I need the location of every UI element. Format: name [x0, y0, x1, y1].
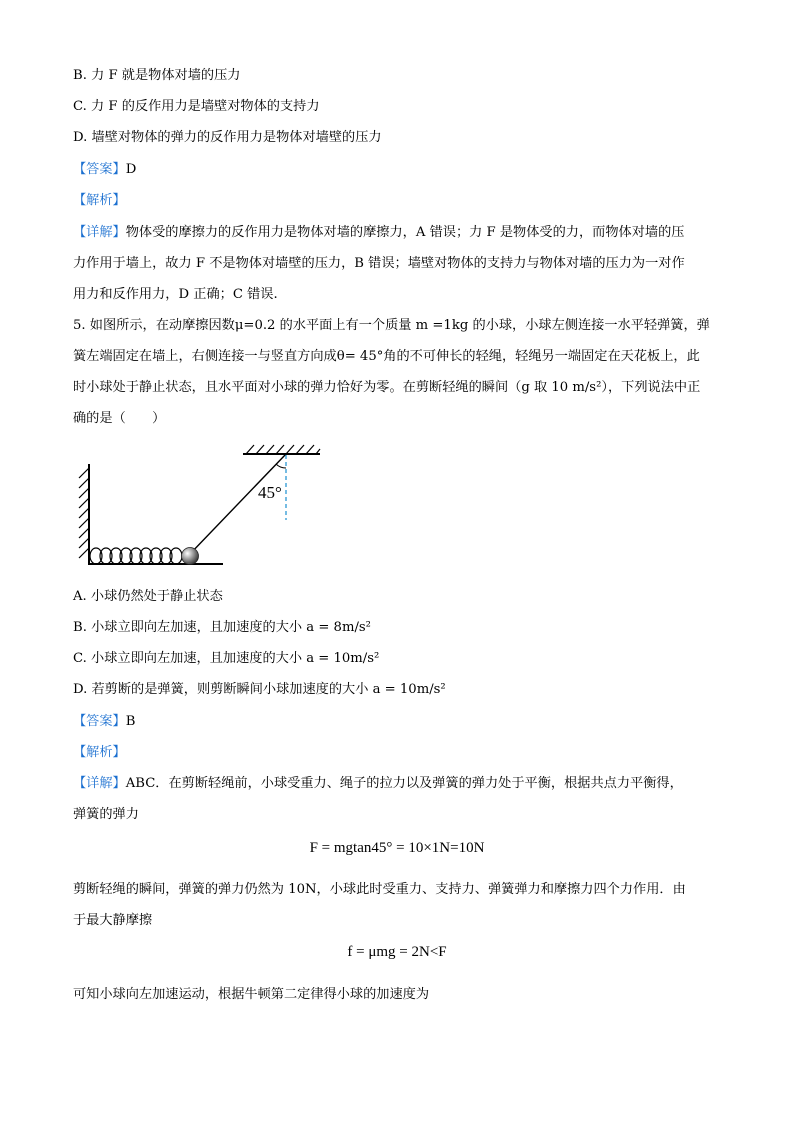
answer-value: B — [125, 714, 136, 729]
option-d-prev: D. 墙壁对物体的弹力的反作用力是物体对墙壁的压力 — [73, 130, 382, 145]
detail-text: ABC．在剪断轻绳前，小球受重力、绳子的拉力以及弹簧的弹力处于平衡，根据共点力平衡得， — [125, 776, 683, 791]
angle-arc — [276, 464, 286, 468]
option-c-prev: C. 力 F 的反作用力是墙壁对物体的支持力 — [73, 99, 320, 114]
q5-stem-line-2: 簧左端固定在墙上，右侧连接一与竖直方向成θ= 45°角的不可伸长的轻绳，轻绳另一端固定在天花板上，此 — [73, 349, 700, 364]
q5-detail-line-5: 可知小球向左加速运动，根据牛顿第二定律得小球的加速度为 — [73, 987, 430, 1002]
q5-stem-line-3: 时小球处于静止状态，且水平面对小球的弹力恰好为零。在剪断轻绳的瞬间（g 取 10 m/s²），下列说法中正 — [73, 380, 701, 395]
option-b-prev: B. 力 F 就是物体对墙的压力 — [73, 68, 241, 83]
detail-line-3-prev: 用力和反作用力，D 正确；C 错误. — [73, 287, 278, 302]
angle-label: 45° — [258, 483, 282, 502]
q5-detail-line-3: 剪断轻绳的瞬间，弹簧的弹力仍然为 10N，小球此时受重力、支持力、弹簧弹力和摩擦力四个力作用．由 — [73, 882, 686, 897]
q5-option-b: B. 小球立即向左加速，且加速度的大小 a = 8m/s² — [73, 620, 371, 635]
rope — [189, 454, 286, 555]
q5-analysis-tag: 【解析】 — [73, 745, 126, 760]
q5-detail-line-1 — [73, 774, 683, 794]
answer-value: D — [125, 162, 137, 177]
q5-option-c: C. 小球立即向左加速，且加速度的大小 a = 10m/s² — [73, 651, 380, 666]
analysis-tag-prev: 【解析】 — [73, 193, 126, 208]
spring-ball-figure — [70, 444, 330, 574]
answer-tag: 【答案】 — [73, 714, 126, 729]
q5-option-a: A. 小球仍然处于静止状态 — [73, 589, 223, 604]
q5-stem-line-4: 确的是（ ） — [73, 411, 166, 426]
wall-hatching — [79, 468, 89, 558]
ceiling-hatching — [246, 445, 320, 454]
detail-line-2-prev: 力作用于墙上，故力 F 不是物体对墙壁的压力，B 错误；墙壁对物体的支持力与物体对墙的压力为一对作 — [73, 256, 685, 271]
spring — [90, 548, 182, 564]
equation-spring-force: F = mgtan45° = 10×1N=10N — [309, 840, 485, 856]
q5-detail-line-2: 弹簧的弹力 — [73, 807, 139, 822]
q5-stem-line-1: 5. 如图所示，在动摩擦因数μ=0.2 的水平面上有一个质量 m =1kg 的小球，小球左侧连接一水平轻弹簧，弹 — [73, 318, 710, 333]
detail-line-1-prev — [73, 223, 685, 243]
q5-answer-line — [73, 712, 135, 732]
detail-text: 物体受的摩擦力的反作用力是物体对墙的摩擦力，A 错误；力 F 是物体受的力，而物体对墙的压 — [125, 225, 685, 240]
detail-tag: 【详解】 — [73, 776, 126, 791]
ball — [182, 548, 199, 565]
answer-line-prev — [73, 160, 136, 180]
q5-option-d: D. 若剪断的是弹簧，则剪断瞬间小球加速度的大小 a = 10m/s² — [73, 682, 446, 697]
equation-friction: f = μmg = 2N<F — [347, 944, 447, 960]
q5-detail-line-4: 于最大静摩擦 — [73, 913, 153, 928]
answer-tag: 【答案】 — [73, 162, 126, 177]
detail-tag: 【详解】 — [73, 225, 126, 240]
